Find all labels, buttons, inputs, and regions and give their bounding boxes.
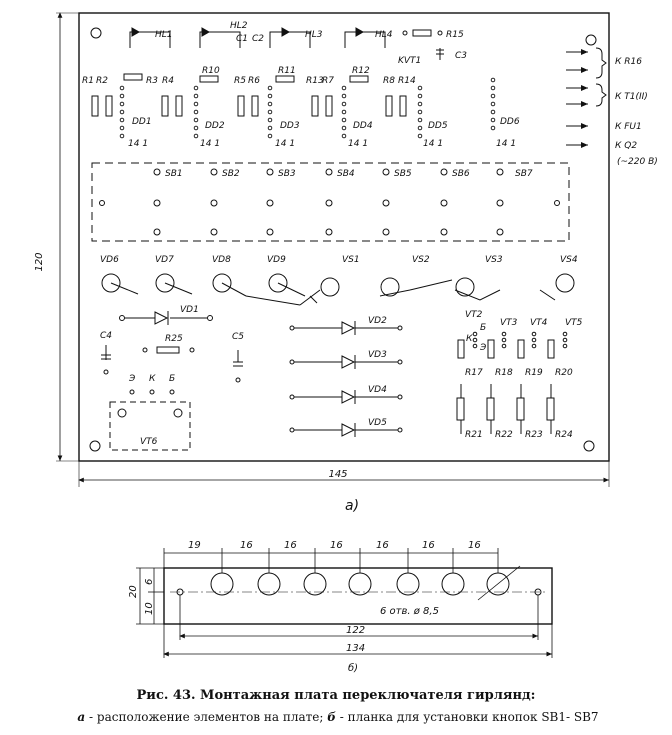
strip-spacing: 19 <box>188 540 201 551</box>
cap-label: C1 <box>236 34 249 44</box>
diode-label: VD8 <box>212 255 231 265</box>
switch-label: SB5 <box>394 169 412 179</box>
chip-pin-label: 14 1 <box>128 139 149 149</box>
resistor-label: R21 <box>465 430 483 440</box>
strip-spacing: 16 <box>284 540 297 551</box>
figure-caption-title: Рис. 43. Монтажная плата переключателя гирлянд: <box>136 688 536 703</box>
chip-pin-label: 14 1 <box>496 139 517 149</box>
button-strip <box>164 566 552 624</box>
diode-label: VD5 <box>368 418 387 428</box>
kvt1-label: KVT1 <box>398 56 422 66</box>
strip-upper-dim: 6 <box>144 578 155 585</box>
vt6-pin-label: Б <box>169 374 176 384</box>
svg-text:R2: R2 <box>96 76 108 86</box>
cap-label: C2 <box>252 34 265 44</box>
chip-pin-label: 14 1 <box>348 139 369 149</box>
resistor-label: R18 <box>495 368 513 378</box>
thyristor-label: VS3 <box>485 255 503 265</box>
transistor-label: VT2 <box>465 310 483 320</box>
thyristor-label: VS2 <box>412 255 430 265</box>
chip-label: DD6 <box>500 117 520 127</box>
svg-text:R3: R3 <box>146 76 158 86</box>
switch-label: SB2 <box>222 169 240 179</box>
diode-label: VD3 <box>368 350 387 360</box>
svg-text:R4: R4 <box>162 76 174 86</box>
strip-top-dims <box>164 548 498 573</box>
svg-text:R11: R11 <box>278 66 296 76</box>
chip-label: DD2 <box>205 121 225 131</box>
figure-caption-subtitle: а - расположение элементов на плате; б - планка для установки кнопок SB1- SB7 <box>77 710 599 724</box>
pin-label: Б <box>480 323 487 333</box>
strip-spacing: 16 <box>422 540 435 551</box>
strip-lower-dim: 10 <box>144 602 155 615</box>
connector-label: (~220 В) <box>617 157 658 167</box>
strip-spacing: 16 <box>240 540 253 551</box>
resistor-label: R23 <box>525 430 543 440</box>
switch-label: SB3 <box>278 169 296 179</box>
strip-spacing: 16 <box>376 540 389 551</box>
board-outline <box>79 13 609 461</box>
diode-label: VD2 <box>368 316 387 326</box>
resistor-label: R22 <box>495 430 513 440</box>
svg-text:R10: R10 <box>202 66 220 76</box>
strip-spacing: 16 <box>468 540 481 551</box>
svg-text:R7: R7 <box>322 76 334 86</box>
svg-text:R13: R13 <box>306 76 324 86</box>
led-label: HL2 <box>230 21 248 31</box>
switch-pads <box>154 169 503 235</box>
diode-label: VD6 <box>100 255 119 265</box>
transistor-label: VT3 <box>500 318 518 328</box>
svg-text:R12: R12 <box>352 66 370 76</box>
svg-text:R1: R1 <box>82 76 94 86</box>
c5-label: C5 <box>232 332 245 342</box>
strip-height: 20 <box>128 585 139 598</box>
diode-label: VD7 <box>155 255 174 265</box>
chip-label: DD1 <box>132 117 152 127</box>
connector-label: К T1(II) <box>615 92 648 102</box>
strip-inner-length: 122 <box>346 625 366 636</box>
vt6-label: VT6 <box>140 437 158 447</box>
transistor-label: VT5 <box>565 318 583 328</box>
diode-label: VD4 <box>368 385 387 395</box>
mounting-holes <box>90 28 596 451</box>
svg-text:R6: R6 <box>248 76 260 86</box>
chip-pin-label: 14 1 <box>275 139 296 149</box>
strip-spacing: 16 <box>330 540 343 551</box>
connector-arrows <box>566 48 606 145</box>
transistor-label: VT4 <box>530 318 548 328</box>
switch-label: SB4 <box>337 169 355 179</box>
svg-text:R5: R5 <box>234 76 246 86</box>
thyristor-label: VS4 <box>560 255 578 265</box>
resistor-label: R17 <box>465 368 483 378</box>
c4-label: C4 <box>100 331 113 341</box>
board-height-dim: 120 <box>34 252 45 272</box>
chip-label: DD4 <box>353 121 373 131</box>
resistor-label: R20 <box>555 368 573 378</box>
svg-text:R14: R14 <box>398 76 416 86</box>
r25-label: R25 <box>165 334 183 344</box>
vd1-label: VD1 <box>180 305 199 315</box>
chip-label: DD5 <box>428 121 448 131</box>
pin-label: Э <box>480 343 487 353</box>
led-label: HL4 <box>375 30 393 40</box>
switch-label: SB7 <box>515 169 533 179</box>
c3-label: C3 <box>455 51 468 61</box>
thyristor-label: VS1 <box>342 255 360 265</box>
diode-label: VD9 <box>267 255 286 265</box>
vt6-pin-label: К <box>149 374 156 384</box>
view-b-label: б) <box>348 663 359 674</box>
chip-label: DD3 <box>280 121 300 131</box>
led-label: HL1 <box>155 30 173 40</box>
chip-pin-label: 14 1 <box>423 139 444 149</box>
svg-text:R8: R8 <box>383 76 395 86</box>
strip-outer-length: 134 <box>346 643 366 654</box>
pin-label: К <box>466 334 473 344</box>
view-a-label: а) <box>345 498 360 514</box>
chip-pin-label: 14 1 <box>200 139 221 149</box>
vt6-pin-label: Э <box>129 374 136 384</box>
connector-label: К FU1 <box>615 122 642 132</box>
r15-label: R15 <box>446 30 464 40</box>
connector-label: К R16 <box>615 57 642 67</box>
led-label: HL3 <box>305 30 323 40</box>
transistor-pads <box>457 332 567 434</box>
hole-note: 6 отв. ø 8,5 <box>380 606 439 617</box>
switch-label: SB6 <box>452 169 470 179</box>
switch-label: SB1 <box>165 169 183 179</box>
power-device-row <box>102 274 574 305</box>
resistor-label: R19 <box>525 368 543 378</box>
resistor-label: R24 <box>555 430 573 440</box>
connector-label: К Q2 <box>615 141 638 151</box>
board-width-dim: 145 <box>328 469 348 480</box>
